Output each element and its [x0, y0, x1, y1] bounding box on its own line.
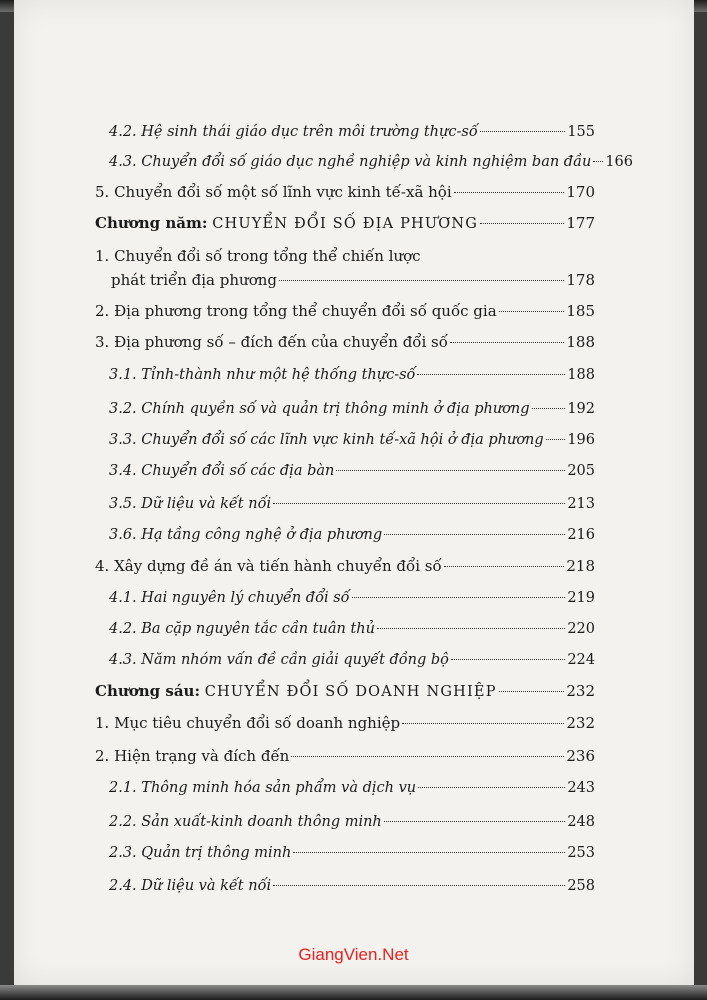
toc-chapter-five [95, 211, 595, 235]
toc-entry-title: 4.2. Hệ sinh thái giáo dục trên môi trường thực-số [109, 124, 478, 140]
toc-entry-title: 2.1. Thông minh hóa sản phẩm và dịch vụ [109, 780, 417, 796]
dot-leader [532, 408, 566, 409]
dot-leader [384, 534, 565, 535]
dot-leader [273, 503, 565, 504]
toc-entry-page: 219 [567, 590, 595, 606]
toc-entry-title: 3.5. Dữ liệu và kết nối [109, 496, 272, 512]
toc-entry-4-1-two-principles [109, 586, 595, 610]
toc-entry-page: 236 [566, 747, 595, 765]
toc-entry-title: 4.2. Ba cặp nguyên tắc cần tuân thủ [109, 621, 375, 637]
toc-entry-page: 155 [567, 124, 595, 140]
dot-leader [291, 756, 564, 757]
toc-chapter-six [95, 679, 595, 703]
toc-entry-title: 2.4. Dữ liệu và kết nối [109, 878, 272, 894]
toc-entry-3-3-local-socioeconomic [109, 428, 595, 452]
toc-entry-4-build-project [95, 554, 595, 578]
toc-entry-4-3-five-groups [109, 648, 595, 672]
dot-leader [546, 439, 566, 440]
toc-entry-page: 258 [567, 878, 595, 894]
toc-entry-4-2-education-ecosystem [109, 120, 595, 144]
dot-leader [444, 566, 565, 567]
toc-entry-title: 4. Xây dựng đề án và tiến hành chuyển đổi số [95, 557, 442, 575]
dot-leader [480, 223, 564, 224]
toc-entry-page: 218 [566, 557, 595, 575]
toc-entry-4-2-three-pairs [109, 617, 595, 641]
dot-leader [454, 192, 565, 193]
toc-entry-page: 178 [566, 271, 595, 289]
toc-entry-3-1-province-system [109, 363, 595, 387]
toc-entry-title: 3.2. Chính quyền số và quản trị thông minh ở địa phương [109, 401, 530, 417]
dot-leader [384, 821, 566, 822]
toc-entry-3-2-digital-government [109, 397, 595, 421]
toc-entry-title: 3.3. Chuyển đổi số các lĩnh vực kinh tế-xã hội ở địa phương [109, 432, 544, 448]
chapter-heading: CHUYỂN ĐỔI SỐ DOANH NGHIỆP [204, 684, 497, 700]
dot-leader [377, 628, 565, 629]
toc-entry-page: 224 [567, 652, 595, 668]
chapter-heading: CHUYỂN ĐỔI SỐ ĐỊA PHƯƠNG [212, 216, 479, 232]
dot-leader [402, 723, 564, 724]
toc-entry-title: 2. Địa phương trong tổng thể chuyển đổi số quốc gia [95, 302, 497, 320]
toc-entry-3-digital-locality [95, 330, 595, 354]
toc-entry-2-2-smart-production [109, 810, 595, 834]
toc-entry-title-line2: phát triển địa phương [111, 271, 277, 289]
toc-entry-3-5-data-connectivity [109, 492, 595, 516]
toc-entry-5-socioeconomic-fields [95, 180, 595, 204]
toc-entry-page: 196 [567, 432, 595, 448]
dot-leader [450, 342, 564, 343]
toc-entry-page: 232 [566, 682, 595, 700]
toc-entry-page: 248 [567, 814, 595, 830]
toc-entry-1-enterprise-goals [95, 711, 595, 735]
toc-entry-page: 205 [567, 463, 595, 479]
toc-entry-page: 232 [566, 714, 595, 732]
toc-entry-page: 243 [567, 780, 595, 796]
toc-entry-title: 3.4. Chuyển đổi số các địa bàn [109, 463, 335, 479]
toc-entry-page: 220 [567, 621, 595, 637]
toc-entry-1-local-strategy [95, 244, 595, 294]
toc-entry-page: 170 [566, 183, 595, 201]
toc-entry-page: 213 [567, 496, 595, 512]
toc-entry-title: 1. Mục tiêu chuyển đổi số doanh nghiệp [95, 714, 401, 732]
chapter-label: Chương sáu: [95, 682, 200, 700]
toc-entry-title: 3.1. Tỉnh-thành như một hệ thống thực-số [109, 367, 416, 383]
toc-entry-2-status-destination [95, 744, 595, 768]
toc-entry-title: 2.3. Quản trị thông minh [109, 845, 292, 861]
toc-entry-title: 2.2. Sản xuất-kinh doanh thông minh [109, 814, 382, 830]
dot-leader [418, 787, 565, 788]
toc-entry-3-4-areas [109, 459, 595, 483]
scan-bottom-edge [0, 985, 707, 1000]
toc-entry-title: 5. Chuyển đổi số một số lĩnh vực kinh tế-xã hội [95, 183, 452, 201]
toc-entry-page: 166 [605, 154, 634, 170]
toc-entry-page: 192 [567, 401, 595, 417]
dot-leader [593, 161, 603, 162]
toc-entry-title: 3.6. Hạ tầng công nghệ ở địa phương [109, 527, 383, 543]
toc-entry-page: 188 [566, 333, 595, 351]
dot-leader [417, 374, 565, 375]
dot-leader [273, 885, 565, 886]
toc-entry-page: 216 [567, 527, 595, 543]
toc-entry-2-3-smart-governance [109, 841, 595, 865]
toc-entry-title: 4.1. Hai nguyên lý chuyển đổi số [109, 590, 350, 606]
toc-entry-4-3-vocational-education [109, 150, 634, 174]
toc-entry-2-4-data-connectivity [109, 874, 595, 898]
dot-leader [499, 691, 565, 692]
toc-entry-title: 2. Hiện trạng và đích đến [95, 747, 290, 765]
dot-leader [352, 597, 566, 598]
toc-entry-page: 253 [567, 845, 595, 861]
toc-entry-title-line1: 1. Chuyển đổi số trong tổng thể chiến lược [95, 247, 421, 265]
chapter-label: Chương năm: [95, 214, 208, 232]
dot-leader [451, 659, 565, 660]
toc-entry-2-1-smart-products [109, 776, 595, 800]
toc-entry-2-national-context [95, 299, 595, 323]
dot-leader [499, 311, 565, 312]
toc-entry-page: 188 [567, 367, 595, 383]
toc-entry-title: 4.3. Chuyển đổi số giáo dục nghề nghiệp và kinh nghiệm ban đầu [109, 154, 592, 170]
dot-leader [336, 470, 565, 471]
toc-entry-title: 4.3. Năm nhóm vấn đề cần giải quyết đồng bộ [109, 652, 449, 668]
dot-leader [480, 131, 566, 132]
dot-leader [279, 280, 564, 281]
site-watermark: GiangVien.Net [298, 945, 409, 964]
toc-entry-page: 185 [566, 302, 595, 320]
toc-entry-title: 3. Địa phương số – đích đến của chuyển đổi số [95, 333, 448, 351]
dot-leader [293, 852, 565, 853]
toc-entry-page: 177 [566, 214, 595, 232]
toc-entry-3-6-tech-infrastructure [109, 523, 595, 547]
